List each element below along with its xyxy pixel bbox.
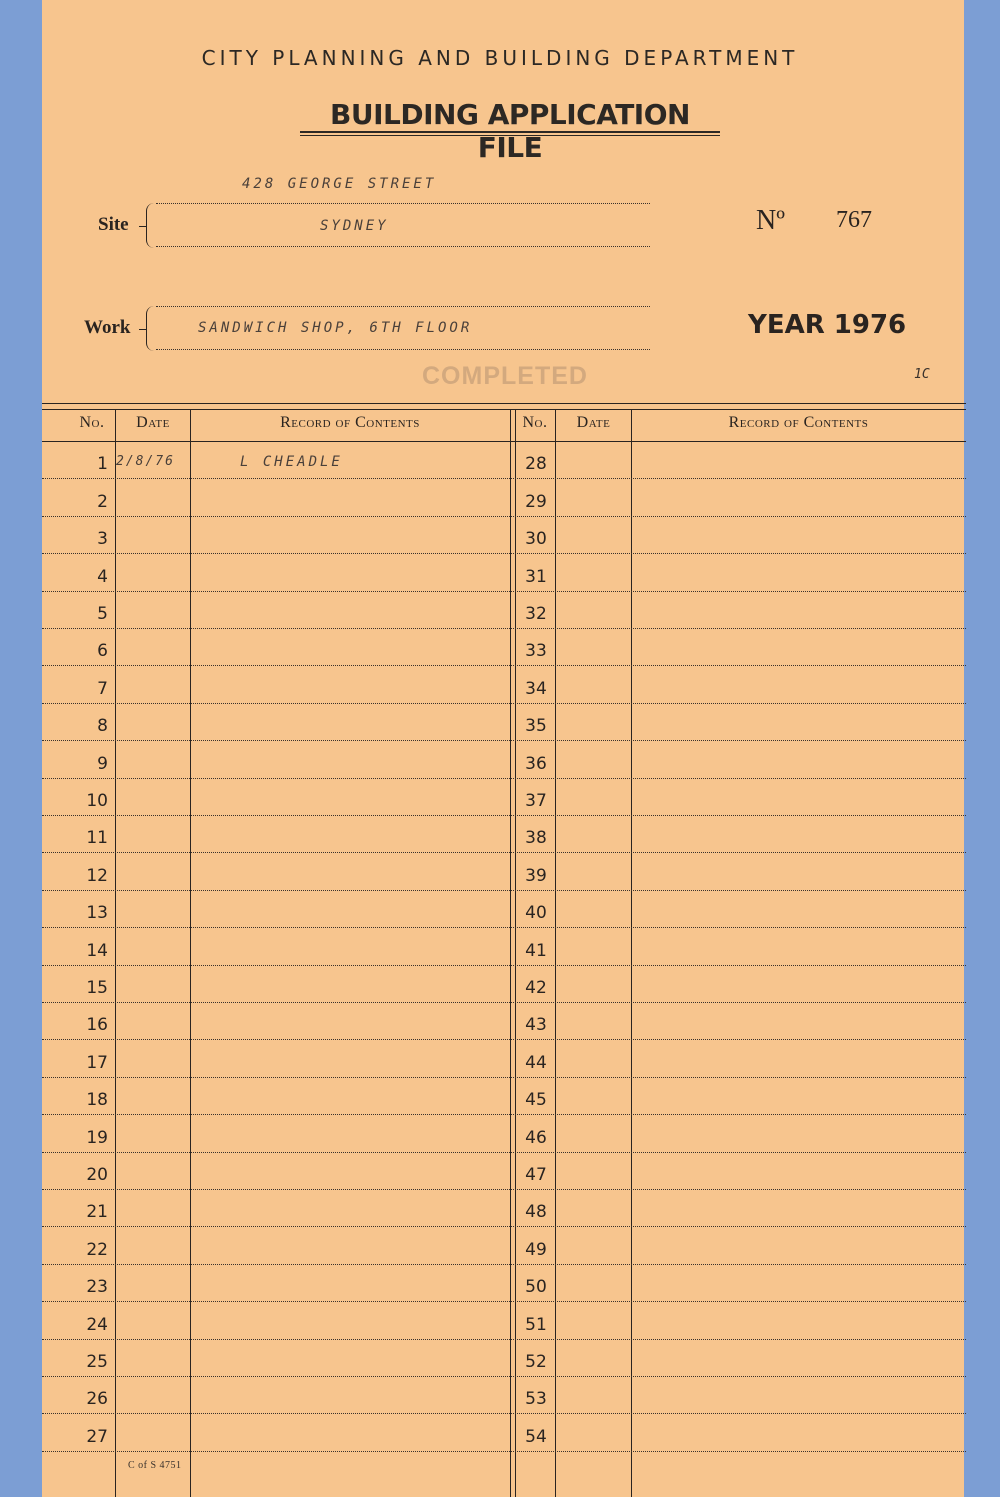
row-number-left: 2 xyxy=(97,491,108,512)
row-number-left: 6 xyxy=(97,641,108,662)
row-number-left: 27 xyxy=(86,1426,108,1447)
row-rule xyxy=(42,778,966,779)
row-number-right: 38 xyxy=(525,828,547,849)
row-number-left: 14 xyxy=(86,940,108,961)
column-divider-no-date-left xyxy=(115,409,116,1497)
site-line1-rule xyxy=(156,203,650,204)
entry-1-record: L CHEADLE xyxy=(240,454,343,470)
row-rule xyxy=(42,628,966,629)
table-top-rule xyxy=(42,403,966,404)
row-number-left: 24 xyxy=(86,1314,108,1335)
row-number-left: 8 xyxy=(97,716,108,737)
department-heading: CITY PLANNING AND BUILDING DEPARTMENT xyxy=(201,46,799,70)
completed-stamp: COMPLETED xyxy=(422,362,588,390)
row-number-left: 20 xyxy=(86,1165,108,1185)
header-no-left: No. xyxy=(79,414,105,431)
row-number-right: 46 xyxy=(525,1127,547,1148)
work-label: Work xyxy=(84,317,131,338)
row-number-left: 16 xyxy=(86,1015,108,1036)
column-divider-date-record-right xyxy=(631,409,632,1497)
row-number-left: 3 xyxy=(97,529,108,550)
row-number-left: 11 xyxy=(86,828,108,849)
row-number-right: 43 xyxy=(525,1015,547,1036)
row-number-right: 31 xyxy=(525,566,547,587)
row-number-right: 28 xyxy=(525,454,547,475)
row-rule xyxy=(42,478,966,479)
work-line2-rule xyxy=(156,349,650,350)
row-rule xyxy=(42,1301,966,1302)
row-number-right: 53 xyxy=(525,1389,547,1410)
file-number-label: Nº xyxy=(756,205,785,236)
row-number-right: 29 xyxy=(525,491,547,512)
row-number-left: 7 xyxy=(97,678,108,699)
row-number-right: 39 xyxy=(525,865,547,886)
row-rule xyxy=(42,1114,966,1115)
header-record-left: Record of Contents xyxy=(280,414,420,431)
header-no-right: No. xyxy=(522,414,548,431)
binding-strip-left xyxy=(0,0,42,1497)
row-number-right: 50 xyxy=(525,1277,547,1298)
row-number-left: 23 xyxy=(86,1277,108,1298)
row-number-left: 10 xyxy=(86,791,108,811)
row-number-right: 42 xyxy=(525,978,547,998)
row-number-right: 48 xyxy=(525,1202,547,1223)
row-number-right: 34 xyxy=(525,678,547,699)
row-rule xyxy=(42,703,966,704)
column-divider-date-record-left xyxy=(190,409,191,1497)
site-label: Site xyxy=(98,214,129,235)
file-number-value: 767 xyxy=(836,207,872,233)
row-number-right: 52 xyxy=(525,1352,547,1372)
row-number-left: 21 xyxy=(86,1202,108,1223)
binding-strip-right xyxy=(964,0,1000,1497)
row-rule xyxy=(42,1451,966,1452)
row-rule xyxy=(42,1152,966,1153)
row-number-left: 19 xyxy=(86,1127,108,1148)
row-rule xyxy=(42,553,966,554)
row-rule xyxy=(42,665,966,666)
row-number-right: 47 xyxy=(525,1165,547,1185)
printer-mark: C of S 4751 xyxy=(128,1460,182,1471)
work-brace xyxy=(146,306,157,351)
entry-1-date: 2/8/76 xyxy=(116,454,175,469)
table-header-rule xyxy=(42,441,966,442)
header-date-left: Date xyxy=(136,414,170,431)
site-brace xyxy=(146,203,157,248)
row-number-left: 25 xyxy=(86,1352,108,1372)
row-number-left: 9 xyxy=(97,753,108,774)
row-number-left: 4 xyxy=(97,566,108,587)
work-handwriting: SANDWICH SHOP, 6TH FLOOR xyxy=(198,320,473,336)
site-line2-rule xyxy=(156,246,650,247)
row-rule xyxy=(42,1077,966,1078)
row-number-left: 5 xyxy=(97,604,108,624)
work-line1-rule xyxy=(156,306,650,307)
row-number-right: 30 xyxy=(525,529,547,550)
row-number-right: 33 xyxy=(525,641,547,662)
row-number-left: 17 xyxy=(86,1052,108,1073)
year-label: YEAR 1976 xyxy=(748,310,907,340)
site-line1-handwriting: 428 GEORGE STREET xyxy=(242,176,437,192)
row-rule xyxy=(42,1039,966,1040)
row-number-right: 37 xyxy=(525,791,547,811)
row-rule xyxy=(42,890,966,891)
site-line2-handwriting: SYDNEY xyxy=(320,218,389,234)
row-rule xyxy=(42,1376,966,1377)
title-underline xyxy=(300,131,720,133)
title-underline-thin xyxy=(300,135,720,136)
row-number-right: 35 xyxy=(525,716,547,737)
row-rule xyxy=(42,1413,966,1414)
row-number-right: 41 xyxy=(525,940,547,961)
row-number-left: 1 xyxy=(97,454,108,475)
row-number-right: 40 xyxy=(525,903,547,924)
header-date-right: Date xyxy=(576,414,611,431)
row-number-left: 13 xyxy=(86,903,108,924)
row-rule xyxy=(42,591,966,592)
margin-mark: 1C xyxy=(914,367,930,382)
row-rule xyxy=(42,815,966,816)
row-number-left: 22 xyxy=(86,1239,108,1260)
row-number-right: 54 xyxy=(525,1426,547,1447)
row-rule xyxy=(42,927,966,928)
row-rule xyxy=(42,1339,966,1340)
row-rule xyxy=(42,1264,966,1265)
row-rule xyxy=(42,1189,966,1190)
row-number-right: 51 xyxy=(525,1314,547,1335)
row-number-right: 32 xyxy=(525,604,547,624)
row-rule xyxy=(42,852,966,853)
row-number-right: 45 xyxy=(525,1090,547,1111)
row-rule xyxy=(42,1002,966,1003)
row-number-left: 12 xyxy=(86,865,108,886)
table-top-rule-inner xyxy=(42,409,966,410)
row-rule xyxy=(42,1226,966,1227)
row-number-right: 36 xyxy=(525,753,547,774)
page-title: BUILDING APPLICATION FILE xyxy=(330,98,690,164)
header-record-right: Record of Contents xyxy=(728,414,869,431)
column-divider-center-a xyxy=(510,409,511,1497)
row-number-left: 15 xyxy=(86,978,108,998)
row-rule xyxy=(42,740,966,741)
row-number-right: 49 xyxy=(525,1239,547,1260)
row-rule xyxy=(42,965,966,966)
row-rule xyxy=(42,516,966,517)
row-number-right: 44 xyxy=(525,1052,547,1073)
row-number-left: 18 xyxy=(86,1090,108,1111)
row-number-left: 26 xyxy=(86,1389,108,1410)
